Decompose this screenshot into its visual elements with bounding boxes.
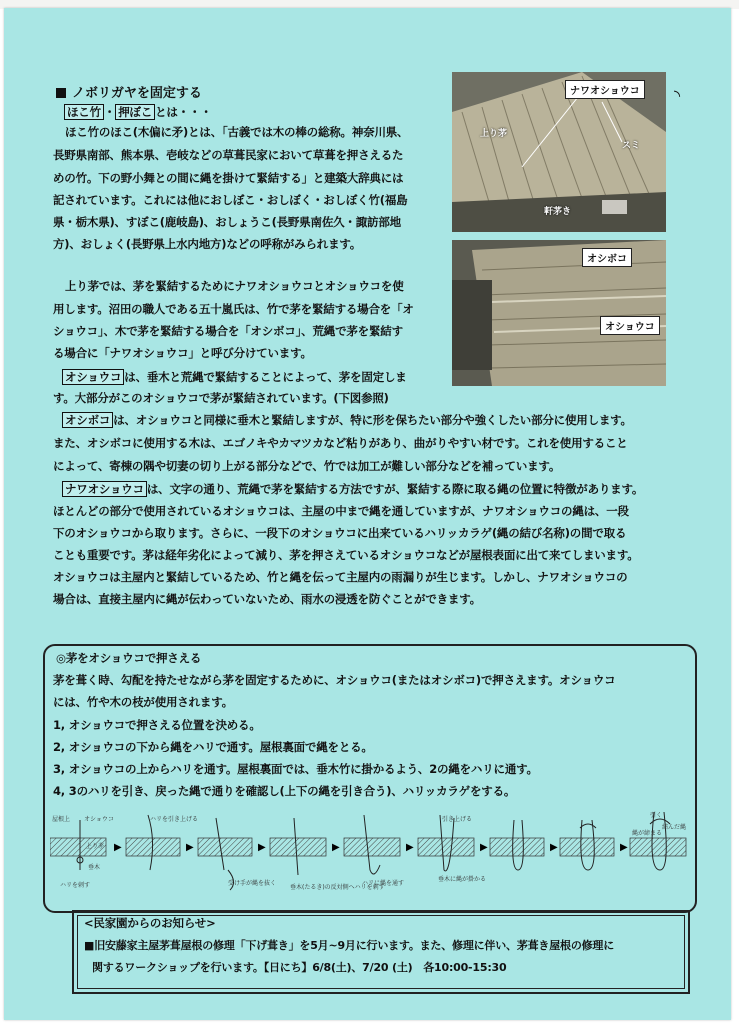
subheading: ほこ竹 ・ 押ぼこ とは・・・ bbox=[64, 102, 212, 123]
photo-label-nawaoshouko: ナワオショウコ bbox=[565, 80, 645, 99]
diagram-label: 引き上げる bbox=[442, 816, 473, 823]
procedure-step: 3, オショウコの上からハリを通す。屋根裏面では、垂木竹に掛かるよう、2の縄をハリに通す。 bbox=[53, 762, 538, 776]
diagram-label: ハリを刺す bbox=[60, 882, 91, 889]
svg-text:▶: ▶ bbox=[186, 842, 194, 853]
para1-line: 長野県南部、熊本県、壱岐などの草葺民家において草葺を押さえるた bbox=[53, 148, 404, 162]
svg-text:▶: ▶ bbox=[332, 842, 340, 853]
thatch-detail-image bbox=[452, 240, 666, 386]
diagram-label: 受け手が縄を抜く bbox=[228, 880, 277, 887]
diagram-label: 上り茅 bbox=[86, 843, 105, 850]
diagram-label: 屋根上 bbox=[52, 816, 71, 823]
cursor-mark-icon: ◝ bbox=[674, 86, 681, 105]
thatch-roof-photo-top bbox=[452, 72, 666, 232]
diagram-label: 垂木に縄が掛かる bbox=[438, 876, 487, 883]
diagram-label: 垂木 bbox=[88, 864, 101, 871]
photo-label-oshiboko: オシボコ bbox=[582, 248, 632, 267]
photo-label-noborigaya: 上り茅 bbox=[480, 129, 508, 139]
svg-text:▶: ▶ bbox=[550, 842, 558, 853]
procedure-step: 1, オショウコで押さえる位置を決める。 bbox=[53, 718, 261, 732]
notice-line: 関するワークショップを行います。【日にち】6/8(土)、7/20 (土) 各10:00-15:30 bbox=[92, 961, 507, 974]
term-nawaoshouko: ナワオショウコ bbox=[62, 481, 147, 497]
oshiboko-line: オシボコ は、オショウコと同様に垂木と緊結しますが、特に形を保ちたい部分や強くしたい部分に使用します。 bbox=[62, 410, 632, 431]
para1-line: 記されています。これには他におしぼこ・おしぼく・おしぼく竹(福島 bbox=[53, 193, 408, 207]
procedure-intro: 茅を葺く時、勾配を持たせながら茅を固定するために、オショウコ(またはオシボコ)で押さえます。オショウコ bbox=[53, 673, 616, 687]
oshiboko-line: また、オシボコに使用する木は、エゴノキやカマツカなど粘りがあり、曲がりやすい材です。これを使用すること bbox=[53, 436, 628, 450]
diagram-label: オショウコ bbox=[84, 816, 114, 823]
para2-line: 上り茅では、茅を緊結するためにナワオショウコとオショウコを使 bbox=[65, 279, 404, 293]
procedure-intro: には、竹や木の枝が使用されます。 bbox=[53, 695, 233, 709]
svg-text:▶: ▶ bbox=[258, 842, 266, 853]
nawa-line: ことも重要です。茅は経年劣化によって減り、茅を押さえているオショウコなどが屋根表面に出て来てしまいます。 bbox=[53, 548, 639, 562]
procedure-step: 2, オショウコの下から縄をハリで通す。屋根裏面で縄をとる。 bbox=[53, 740, 373, 754]
diagram-label: 引く bbox=[650, 812, 663, 819]
oshiboko-line: によって、寄棟の隅や切妻の切り上がる部分などで、竹では加工が難しい部分などを補っています。 bbox=[53, 459, 561, 473]
photo-label-oshouko: オショウコ bbox=[600, 316, 660, 335]
nawa-line: オショウコは主屋内と緊結しているため、竹と縄を伝って主屋内の雨漏りが生じます。しかし、ナワオショウコの bbox=[53, 570, 628, 584]
diagram-label: ハリを引き上げる bbox=[150, 816, 199, 823]
term-oshiboko-2: オシボコ bbox=[62, 412, 113, 428]
notice-line: ■旧安藤家主屋茅葺屋根の修理「下げ葺き」を5月~9月に行います。また、修理に伴い、茅葺き屋根の修理に bbox=[84, 939, 615, 952]
diagram-label: ハリに縄を通す bbox=[362, 880, 405, 887]
para1-line: ほこ竹のほこ(木偏に矛)とは、「古義では木の棒の総称。神奈川県、 bbox=[65, 125, 409, 139]
diagram-label: 垂木(たるき)の反対側へハリを刺す bbox=[290, 884, 385, 891]
para2-line: る場合に「ナワオショウコ」と呼び分けています。 bbox=[53, 346, 312, 360]
svg-text:▶: ▶ bbox=[114, 842, 122, 853]
diagram-label: 縄が締まる bbox=[632, 830, 663, 837]
term-oshouko: オショウコ bbox=[62, 369, 124, 385]
square-bullet-icon bbox=[56, 88, 66, 98]
term-hokodake: ほこ竹 bbox=[64, 104, 104, 120]
procedure-diagram bbox=[50, 810, 690, 902]
nawa-line: ナワオショウコ は、文字の通り、荒縄で茅を緊結する方法ですが、緊結する際に取る縄の位置に特徴があります。 bbox=[62, 479, 643, 500]
procedure-title: ◎茅をオショウコで押さえる bbox=[56, 651, 202, 665]
nawa-line: 場合は、直接主屋内に縄が伝わっていないため、雨水の浸透を防ぐことができます。 bbox=[53, 592, 481, 606]
nawa-line: ほとんどの部分で使用されているオショウコは、主屋の中まで縄を通していますが、ナワオショウコの縄は、一段 bbox=[53, 504, 629, 518]
photo-label-sumi: スミ bbox=[622, 141, 641, 151]
notice-title: <民家園からのお知らせ> bbox=[84, 916, 216, 930]
para1-line: めの竹。下の野小舞との間に縄を掛けて緊結する」と建築大辞典には bbox=[53, 171, 404, 185]
svg-text:▶: ▶ bbox=[620, 842, 628, 853]
section-heading bbox=[56, 82, 202, 101]
para1-line: 県・栃木県)、すぼこ(鹿岐島)、おしょうこ(長野県南佐久・諏訪部地 bbox=[53, 215, 401, 229]
heading-text: ノボリガヤを固定する bbox=[72, 86, 202, 101]
svg-text:▶: ▶ bbox=[480, 842, 488, 853]
oshouko-line2: す。大部分がこのオショウコで茅が緊結されています。(下図参照) bbox=[53, 391, 389, 405]
svg-text:▶: ▶ bbox=[406, 842, 414, 853]
term-oshiboko: 押ぼこ bbox=[115, 104, 155, 120]
para2-line: 用します。沼田の職人である五十嵐氏は、竹で茅を緊結する場合を「オ bbox=[53, 302, 414, 316]
thatch-roof-photo-bottom bbox=[452, 240, 666, 386]
para2-line: ショウコ」、木で茅を緊結する場合を「オシボコ」、荒縄で茅を緊結す bbox=[53, 324, 403, 338]
diagram-label: 結んだ縄 bbox=[662, 824, 687, 831]
para1-line: 方)、おしょく(長野県上水内地方)などの呼称がみられます。 bbox=[53, 237, 362, 251]
oshouko-line: オショウコ は、垂木と荒縄で緊結することによって、茅を固定しま bbox=[62, 367, 407, 388]
nawa-line: 下のオショウコから取ります。さらに、一段下のオショウコに出来ているハリッカラゲ(縄の結び名称)の間で取る bbox=[53, 526, 627, 540]
procedure-step: 4, 3のハリを引き、戻った縄で通りを確認し(上下の縄を引き合う)、ハリッカラゲをする。 bbox=[53, 784, 516, 798]
photo-label-nokigaya: 軒茅き bbox=[544, 207, 572, 217]
